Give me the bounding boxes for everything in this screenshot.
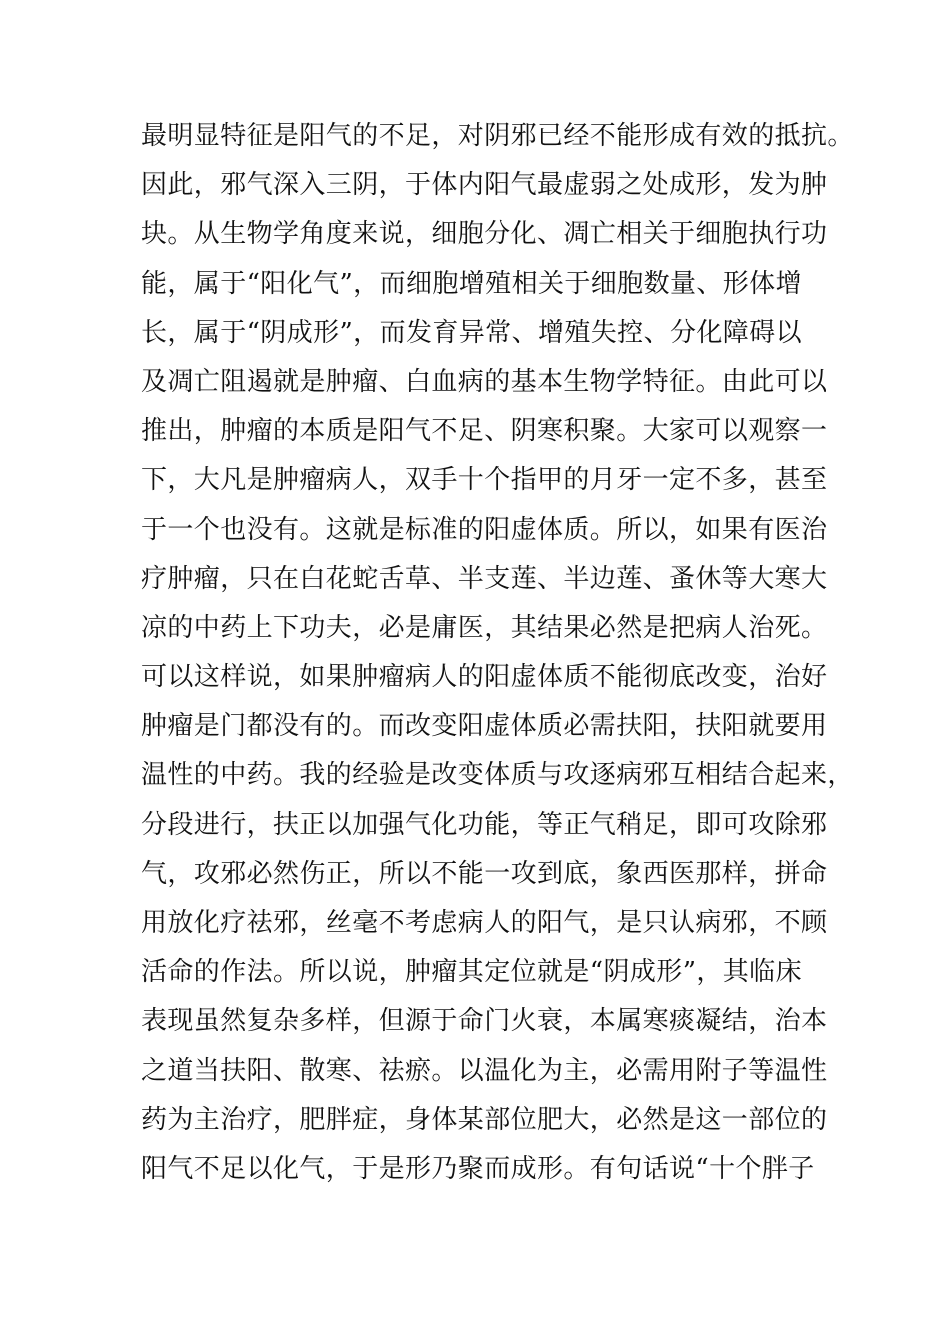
text-line: 分段进行，扶正以加强气化功能，等正气稍足，即可攻除邪 (141, 809, 828, 840)
text-line: 凉的中药上下功夫，必是庸医，其结果必然是把病人治死。 (141, 612, 828, 643)
text-line: 之道当扶阳、散寒、祛瘀。以温化为主，必需用附子等温性 (141, 1055, 828, 1086)
text-line: 长，属于“阴成形”，而发育异常、增殖失控、分化障碍以 (141, 317, 802, 348)
text-line: 下，大凡是肿瘤病人，双手十个指甲的月牙一定不多，甚至 (141, 465, 828, 496)
text-line: 于一个也没有。这就是标准的阳虚体质。所以，如果有医治 (141, 514, 828, 545)
text-line: 及凋亡阻遏就是肿瘤、白血病的基本生物学特征。由此可以 (141, 366, 828, 397)
text-line: 块。从生物学角度来说，细胞分化、凋亡相关于细胞执行功 (141, 219, 828, 250)
text-line: 温性的中药。我的经验是改变体质与攻逐病邪互相结合起来， (141, 760, 854, 791)
text-line: 推出，肿瘤的本质是阳气不足、阴寒积聚。大家可以观察一 (141, 416, 828, 447)
text-line: 阳气不足以化气，于是形乃聚而成形。有句话说“十个胖子 (141, 1153, 815, 1184)
text-line: 肿瘤是门都没有的。而改变阳虚体质必需扶阳，扶阳就要用 (141, 711, 828, 742)
text-line: 气，攻邪必然伤正，所以不能一攻到底，象西医那样，拼命 (141, 858, 828, 889)
text-line: 疗肿瘤，只在白花蛇舌草、半支莲、半边莲、蚤休等大寒大 (141, 563, 828, 594)
body-text (141, 112, 854, 1194)
text-line: 可以这样说，如果肿瘤病人的阳虚体质不能彻底改变，治好 (141, 662, 828, 693)
text-line: 药为主治疗，肥胖症，身体某部位肥大，必然是这一部位的 (141, 1104, 828, 1135)
text-line: 表现虽然复杂多样，但源于命门火衰，本属寒痰凝结，治本 (141, 1006, 828, 1037)
text-line: 用放化疗祛邪，丝毫不考虑病人的阳气，是只认病邪，不顾 (141, 908, 828, 938)
text-line: 能，属于“阳化气”，而细胞增殖相关于细胞数量、形体增 (141, 268, 802, 299)
text-line: 最明显特征是阳气的不足，对阴邪已经不能形成有效的抵抗。 (141, 121, 854, 151)
text-line: 活命的作法。所以说，肿瘤其定位就是“阴成形”，其临床 (141, 957, 802, 988)
text-line: 因此，邪气深入三阴，于体内阳气最虚弱之处成形，发为肿 (141, 170, 828, 201)
